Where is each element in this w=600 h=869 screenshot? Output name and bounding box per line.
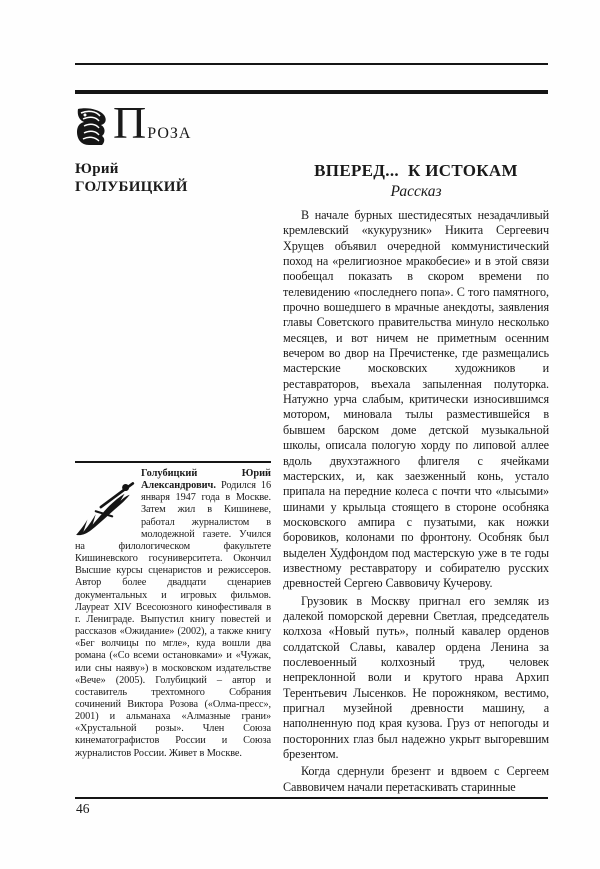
section-heading	[113, 97, 192, 148]
story-paragraph: Грузовик в Москву пригнал его земляк из далекой поморской деревни Светлая, председатель колхоза «Новый путь», полный кавалер орденов солдатской Славы, кавалер ордена Ленина за послевоенный колхозный труд, человек непреклонной воли и крутого нрава Архип Терентьевич Лысенков. Не порожняком, вестимо, пригнал музейной древности машину, а наполненную под края кузова. Груз от непогоды и посторонних глаз был надежно укрыт выгоревшим брезентом.	[283, 593, 549, 762]
author-first-name: Юрий	[75, 161, 119, 177]
author-last-name: ГОЛУБИЦКИЙ	[75, 179, 188, 195]
page-number: 46	[76, 801, 90, 816]
story-paragraph: В начале бурных шестидесятых незадачливый кремлевский «кукурузник» Никита Сергеевич Хрущев объявил очередной коммунистический поход на «религиозное мракобесие» и в этой связи пообещал показать в скором времени по телевидению «последнего попа». С того памятного, прочно вошедшего в мрачные анекдоты, заявления главы Советского правительства минуло несколько месяцев, и вот ничем не приметным осенним вечером во двор на Пречистенке, где размещались мастерские московских художников и реставраторов, въехала запыленная полуторка. Натужно урча слабым, критически износившимся мотором, миновала тылы разместившейся в бывшем барском доме детской музыкальной школы, описала пологую хорду по липовой аллее вдоль двухэтажного флигеля с ячейками мастерских, и, как заезженный конь, устало припала на передние колеса с почти что «лысыми» шинами у крыльца стоящего в стороне особняка московского ампира с пузатыми, как ножки боровиков, колонами по фронтону. Особняк был выделен Худфондом под мастерскую уже в те годы известному реставратору и собирателю русских древностей Сергею Саввовичу Кучерову.	[283, 208, 549, 591]
footer-rule	[75, 797, 548, 799]
flying-figure-illustration	[75, 470, 135, 538]
story-paragraph: Когда сдернули брезент и вдвоем с Сергеем Саввовичем начали перетаскивать старинные	[283, 764, 549, 794]
header-thick-rule	[75, 90, 548, 94]
author-bio-box	[75, 461, 271, 794]
story-title: ВПЕРЕД... К ИСТОКАМ	[314, 161, 518, 180]
author-bio-body: Родился 16 января 1947 года в Москве. Затем жил в Кишиневе, работал журналистом в молодежной газете. Учился на филологическом факультете Кишиневского госуниверситета. Окончил Высшие курсы сценаристов и режиссеров. Автор более двадцати сценариев документальных и игровых фильмов. Лауреат XIV Всесоюзного кинофестиваля в г. Лениграде. Выпустил книгу повестей и рассказов «Ожидание» (2002), а также книгу «Бег волчицы по мгле», куда вошли два романа («Со всеми остановками» и «Чужак, или сны наяву») в московском издательстве «Вече» (2005). Голубицкий – автор и составитель трехтомного Собрания сочинений Виктора Розова («Олма-пресс», 2001) и альманаха «Алмазные грани» «Хрустальной розы». Член Союза кинематографистов России и Союза журналистов России. Живет в Москве.	[75, 480, 271, 759]
section-heading-label: РОЗА	[147, 125, 192, 142]
section-initial-letter: П	[113, 97, 147, 148]
author-name-block	[75, 160, 188, 196]
section-ornament-icon	[75, 108, 107, 146]
header-thin-rule	[75, 63, 548, 65]
story-subtitle: Рассказ	[390, 183, 442, 200]
story-column	[283, 161, 549, 799]
author-bio-name: Голубицкий Юрий Александрович.	[141, 468, 271, 492]
